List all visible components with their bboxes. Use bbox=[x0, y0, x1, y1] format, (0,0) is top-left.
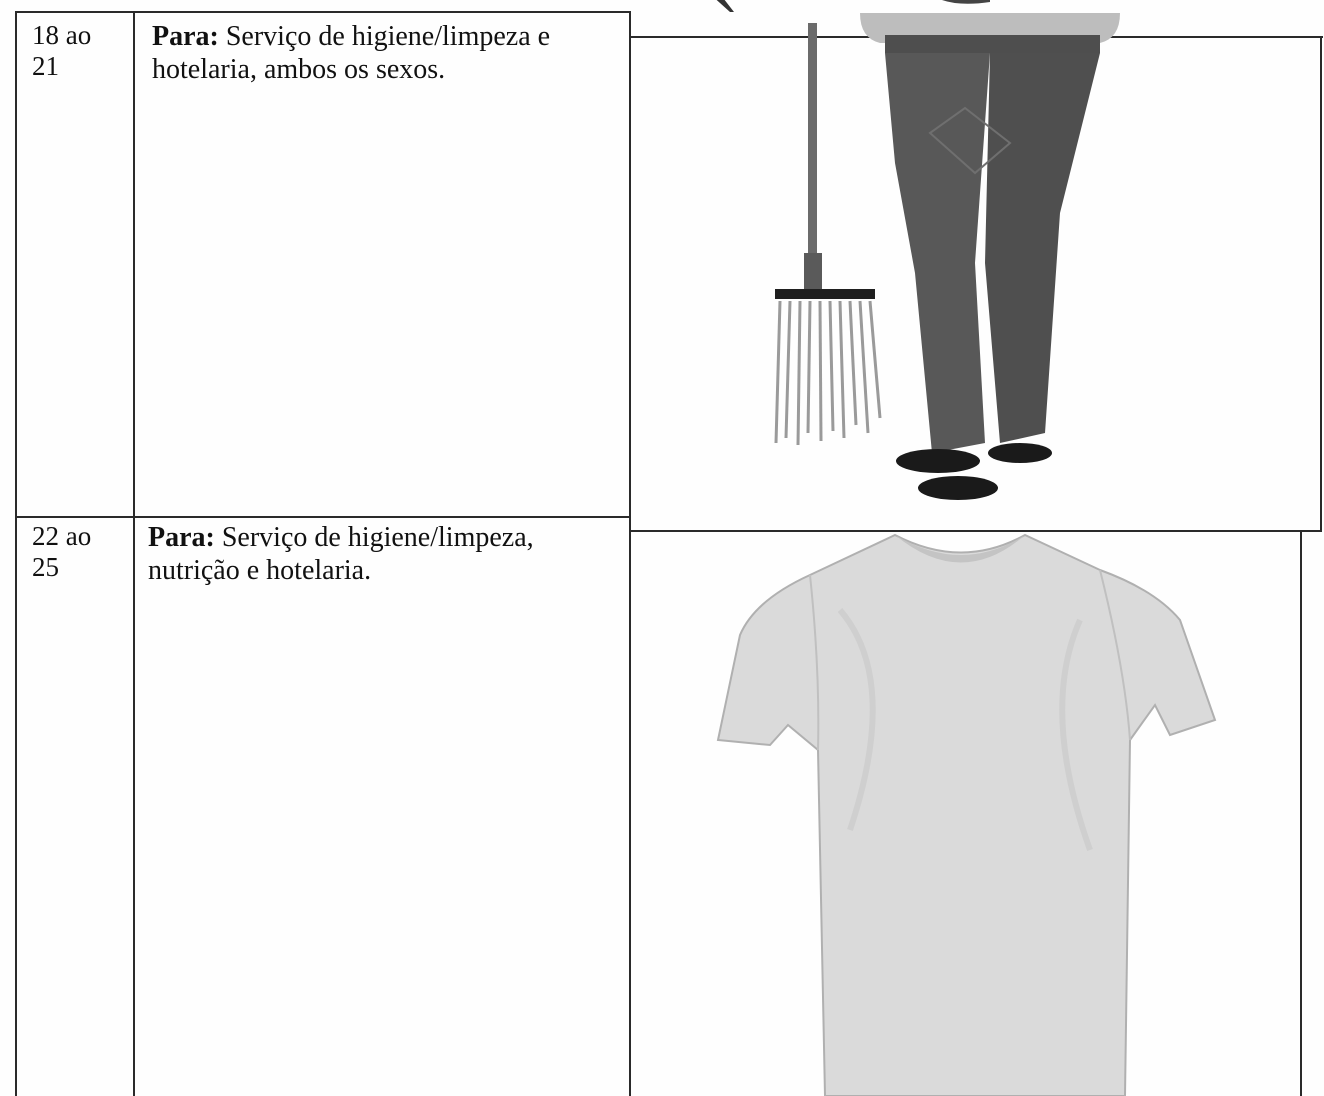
row-separator bbox=[15, 516, 631, 518]
table-border-right-row2 bbox=[1300, 531, 1302, 1096]
white-t-shirt-image bbox=[700, 530, 1230, 1096]
row2-text: Serviço de higiene/limpeza, nutrição e hotelaria. bbox=[148, 522, 534, 586]
table-border-left bbox=[15, 11, 17, 1096]
row1-label: Para: bbox=[152, 21, 219, 52]
table-border-right-row1 bbox=[1320, 36, 1322, 531]
column-divider-1 bbox=[133, 11, 135, 1096]
row1-number: 18 ao 21 bbox=[32, 20, 92, 81]
column-divider-2 bbox=[629, 11, 631, 1096]
cleaning-worker-pants-mop-icon bbox=[700, 13, 1220, 513]
row1-description bbox=[152, 20, 622, 86]
cropped-heading-artifact bbox=[690, 0, 1020, 14]
row1-text: Serviço de higiene/limpeza e hotelaria, ambos os sexos. bbox=[152, 21, 551, 85]
row2-description bbox=[148, 521, 608, 587]
table-border-top-left bbox=[15, 11, 631, 13]
t-shirt-icon bbox=[700, 530, 1230, 1096]
row2-number: 22 ao 25 bbox=[32, 521, 92, 582]
row2-label: Para: bbox=[148, 522, 215, 553]
cleaning-worker-image bbox=[700, 13, 1220, 513]
